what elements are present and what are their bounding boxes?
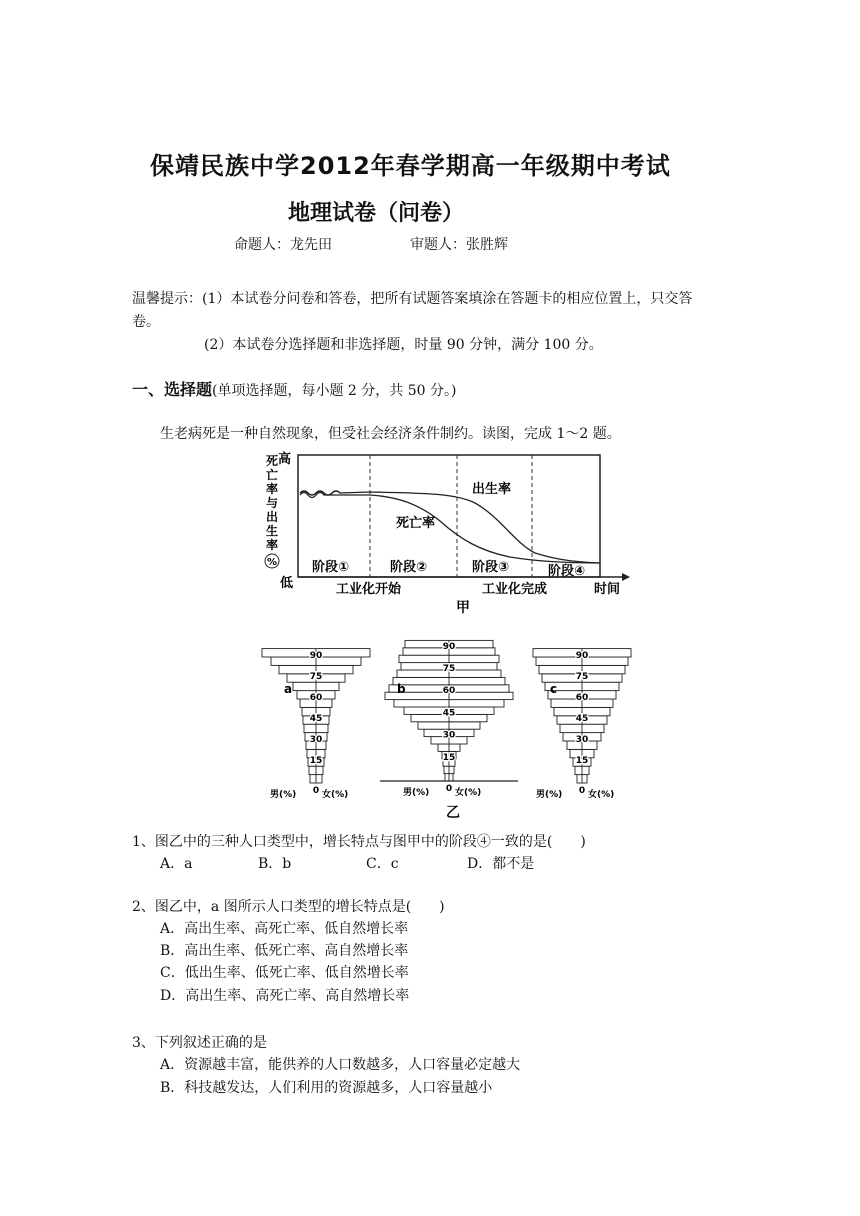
pyramid-letter: a bbox=[284, 682, 293, 696]
question-2-stem: 2、图乙中，a 图所示人口类型的增长特点是( ) bbox=[132, 899, 445, 915]
reviewer: 审题人：张胜辉 bbox=[410, 237, 508, 253]
x-axis-arrow bbox=[622, 573, 630, 581]
pyramid-age-label: 75 bbox=[309, 672, 323, 682]
pyramid-age-label: 45 bbox=[442, 708, 456, 719]
pyramid-age-label: 60 bbox=[575, 693, 589, 703]
figure-jia-caption: 甲 bbox=[456, 600, 470, 616]
birth-rate-label: 出生率 bbox=[472, 482, 512, 497]
pyramid-letter: b bbox=[397, 682, 406, 696]
exam-title: 保靖民族中学2012年春学期高一年级期中考试 bbox=[150, 152, 671, 180]
svg-text:与: 与 bbox=[266, 496, 279, 510]
stage-3-label: 阶段③ bbox=[472, 560, 510, 575]
pyramid-age-label: 30 bbox=[575, 735, 589, 745]
x-axis-label-time: 时间 bbox=[594, 582, 621, 597]
pyramid-c bbox=[533, 649, 631, 800]
stage-4-label: 阶段④ bbox=[548, 564, 586, 579]
question-2-option-a[interactable]: A．高出生率、高死亡率、低自然增长率 bbox=[160, 921, 409, 937]
death-rate-label: 死亡率 bbox=[396, 516, 436, 531]
pyramid-a bbox=[262, 649, 370, 800]
question-2-option-c[interactable]: C．低出生率、低死亡率、低自然增长率 bbox=[160, 965, 409, 981]
question-1-option-a[interactable]: A．a bbox=[160, 856, 193, 872]
section-note: (单项选择题，每小题 2 分，共 50 分。) bbox=[212, 383, 457, 399]
pyramid-age-label: 0 bbox=[445, 784, 453, 794]
pyramid-age-label: 60 bbox=[309, 693, 323, 703]
notice-line-1: 温馨提示：(1）本试卷分问卷和答卷，把所有试题答案填涂在答题卡的相应位置上，只交答 bbox=[132, 291, 693, 307]
pyramid-age-label: 30 bbox=[309, 735, 323, 745]
question-2-option-d[interactable]: D．高出生率、高死亡率、高自然增长率 bbox=[160, 988, 410, 1004]
intro-text: 生老病死是一种自然现象，但受社会经济条件制约。读图，完成 1～2 题。 bbox=[160, 426, 621, 442]
figure-yi bbox=[250, 625, 650, 822]
y-axis-label bbox=[265, 453, 279, 568]
pyramid-female-label: 女(%) bbox=[455, 788, 482, 798]
svg-text:亡: 亡 bbox=[266, 468, 279, 482]
pyramid-age-label: 0 bbox=[312, 786, 320, 796]
x-mark-industrialization-start: 工业化开始 bbox=[336, 582, 402, 597]
figure-jia bbox=[250, 445, 640, 617]
pyramid-age-label: 15 bbox=[442, 752, 456, 763]
section-heading bbox=[132, 377, 456, 400]
x-mark-industrialization-complete: 工业化完成 bbox=[482, 582, 548, 597]
authors-line bbox=[234, 234, 508, 254]
pyramid-age-label: 0 bbox=[578, 786, 586, 796]
birth-rate-curve bbox=[300, 491, 600, 563]
pyramid-age-label: 75 bbox=[575, 672, 589, 682]
stage-2-label: 阶段② bbox=[390, 560, 428, 575]
svg-text:死: 死 bbox=[266, 454, 279, 468]
pyramid-age-label: 90 bbox=[575, 651, 589, 661]
svg-text:出: 出 bbox=[266, 510, 279, 524]
question-1-option-c[interactable]: C．c bbox=[366, 856, 399, 872]
svg-text:率: 率 bbox=[266, 482, 279, 496]
pyramid-age-label: 45 bbox=[309, 714, 323, 724]
pyramid-female-label: 女(%) bbox=[588, 790, 615, 800]
pyramid-age-label: 90 bbox=[442, 641, 456, 652]
exam-subtitle: 地理试卷（问卷） bbox=[288, 201, 465, 226]
notice-line-2: (2）本试卷分选择题和非选择题，时量 90 分钟，满分 100 分。 bbox=[204, 337, 603, 353]
question-3-option-b[interactable]: B．科技越发达，人们利用的资源越多，人口容量越小 bbox=[160, 1080, 493, 1096]
pyramid-age-label: 30 bbox=[442, 730, 456, 741]
pyramid-age-label: 75 bbox=[442, 664, 456, 674]
question-1-option-d[interactable]: D．都不是 bbox=[467, 856, 535, 872]
section-title: 一、选择题 bbox=[132, 380, 213, 399]
question-1-stem: 1、图乙中的三种人口类型中，增长特点与图甲中的阶段④一致的是( ) bbox=[132, 834, 586, 850]
pyramid-age-label: 15 bbox=[575, 756, 589, 766]
pyramid-age-label: 90 bbox=[309, 651, 323, 661]
question-3-option-a[interactable]: A．资源越丰富，能供养的人口数越多，人口容量必定越大 bbox=[160, 1057, 521, 1073]
setter: 命题人：龙先田 bbox=[234, 237, 332, 253]
pyramid-female-label: 女(%) bbox=[322, 790, 349, 800]
question-3-stem: 3、下列叙述正确的是 bbox=[132, 1035, 267, 1051]
svg-text:率: 率 bbox=[266, 538, 279, 552]
pyramid-age-label: 45 bbox=[575, 714, 589, 724]
pyramid-letter: c bbox=[550, 682, 558, 696]
pyramid-age-label: 15 bbox=[309, 756, 323, 766]
pyramid-age-label: 60 bbox=[442, 686, 456, 697]
pyramid-male-label: 男(%) bbox=[403, 788, 430, 798]
y-low-label: 低 bbox=[280, 576, 294, 591]
question-2-option-b[interactable]: B．高出生率、低死亡率、高自然增长率 bbox=[160, 943, 409, 959]
pyramid-male-label: 男(%) bbox=[270, 790, 297, 800]
figure-yi-caption: 乙 bbox=[446, 805, 460, 821]
y-high-label: 高 bbox=[278, 452, 292, 467]
svg-text:生: 生 bbox=[266, 524, 279, 538]
question-1-option-b[interactable]: B．b bbox=[258, 856, 292, 872]
pyramid-b bbox=[380, 640, 518, 798]
notice-line-1b: 卷。 bbox=[132, 314, 160, 330]
death-rate-curve bbox=[300, 493, 600, 564]
svg-text:%: % bbox=[267, 557, 278, 568]
stage-1-label: 阶段① bbox=[312, 560, 350, 575]
pyramid-male-label: 男(%) bbox=[536, 790, 563, 800]
